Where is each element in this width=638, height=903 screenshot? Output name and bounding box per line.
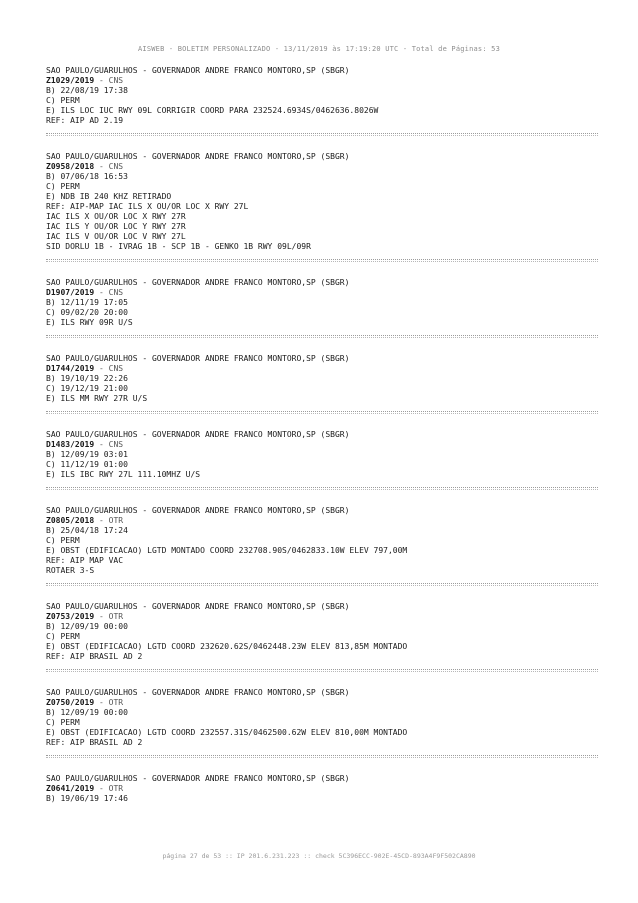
notam-field: B) 12/09/19 00:00 [46, 622, 128, 631]
separator-line [46, 583, 598, 586]
notam-field: E) ILS IBC RWY 27L 111.10MHZ U/S [46, 470, 201, 479]
notam-category: - CNS [94, 162, 124, 171]
notam-field: REF: AIP AD 2.19 [46, 116, 124, 125]
notam-id-line [46, 288, 598, 298]
notam-code: Z0805/2018 [46, 516, 95, 525]
separator-line [46, 487, 598, 490]
notam-code: Z1029/2019 [46, 76, 95, 85]
notam-field: C) PERM [46, 96, 80, 105]
notam-airport: SAO PAULO/GUARULHOS - GOVERNADOR ANDRE FRANCO MONTORO,SP (SBGR) [46, 506, 350, 515]
separator-line [46, 411, 598, 414]
notam-entry [46, 152, 598, 252]
notam-code: Z0641/2019 [46, 784, 95, 793]
notam-field: B) 12/11/19 17:05 [46, 298, 128, 307]
notam-airport: SAO PAULO/GUARULHOS - GOVERNADOR ANDRE FRANCO MONTORO,SP (SBGR) [46, 66, 350, 75]
notam-field: C) PERM [46, 632, 80, 641]
notam-field: B) 19/06/19 17:46 [46, 794, 128, 803]
notam-field: ROTAER 3-S [46, 566, 95, 575]
notam-field: C) PERM [46, 536, 80, 545]
notam-field: B) 25/04/18 17:24 [46, 526, 128, 535]
notam-code: D1483/2019 [46, 440, 95, 449]
notam-id-line [46, 440, 598, 450]
notam-entry [46, 602, 598, 662]
notam-code: D1744/2019 [46, 364, 95, 373]
notam-entry [46, 66, 598, 126]
notam-field: E) OBST (EDIFICACAO) LGTD COORD 232557.31S/0462500.62W ELEV 810,00M MONTADO [46, 728, 408, 737]
notam-code: Z0750/2019 [46, 698, 95, 707]
separator-line [46, 259, 598, 262]
notam-entry [46, 354, 598, 404]
notam-entry [46, 430, 598, 480]
notam-field: E) ILS RWY 09R U/S [46, 318, 133, 327]
notam-category: - OTR [94, 784, 124, 793]
notam-category: - OTR [94, 516, 124, 525]
notam-category: - OTR [94, 612, 124, 621]
notam-code: Z0753/2019 [46, 612, 95, 621]
notam-field: C) 19/12/19 21:00 [46, 384, 128, 393]
notam-category: - CNS [94, 76, 124, 85]
notam-category: - CNS [94, 440, 124, 449]
notam-airport: SAO PAULO/GUARULHOS - GOVERNADOR ANDRE FRANCO MONTORO,SP (SBGR) [46, 688, 350, 697]
notam-field: E) OBST (EDIFICACAO) LGTD MONTADO COORD 232708.90S/0462833.10W ELEV 797,00M [46, 546, 408, 555]
notam-field: REF: AIP BRASIL AD 2 [46, 738, 143, 747]
notam-category: - CNS [94, 288, 124, 297]
notam-category: - OTR [94, 698, 124, 707]
notam-airport: SAO PAULO/GUARULHOS - GOVERNADOR ANDRE FRANCO MONTORO,SP (SBGR) [46, 152, 350, 161]
notam-field: E) ILS LOC IUC RWY 09L CORRIGIR COORD PARA 232524.6934S/0462636.8026W [46, 106, 379, 115]
notam-field: SID DORLU 1B - IVRAG 1B - SCP 1B - GENKO 1B RWY 09L/09R [46, 242, 311, 251]
notam-field: E) NDB IB 240 KHZ RETIRADO [46, 192, 172, 201]
notam-field: REF: AIP MAP VAC [46, 556, 124, 565]
notam-airport: SAO PAULO/GUARULHOS - GOVERNADOR ANDRE FRANCO MONTORO,SP (SBGR) [46, 602, 350, 611]
notam-airport: SAO PAULO/GUARULHOS - GOVERNADOR ANDRE FRANCO MONTORO,SP (SBGR) [46, 278, 350, 287]
notam-field: B) 22/08/19 17:38 [46, 86, 128, 95]
separator-line [46, 669, 598, 672]
notam-id-line [46, 516, 598, 526]
notam-id-line [46, 162, 598, 172]
notam-field: B) 12/09/19 03:01 [46, 450, 128, 459]
notam-field: IAC ILS V OU/OR LOC V RWY 27L [46, 232, 186, 241]
notam-field: C) 09/02/20 20:00 [46, 308, 128, 317]
notam-field: IAC ILS X OU/OR LOC X RWY 27R [46, 212, 186, 221]
notam-field: B) 12/09/19 00:00 [46, 708, 128, 717]
notam-field: IAC ILS Y OU/OR LOC Y RWY 27R [46, 222, 186, 231]
notam-field: B) 07/06/18 16:53 [46, 172, 128, 181]
page-header: AISWEB - BOLETIM PERSONALIZADO - 13/11/2019 às 17:19:20 UTC - Total de Páginas: 53 [138, 45, 500, 53]
notam-entry [46, 506, 598, 576]
notam-id-line [46, 76, 598, 86]
notam-field: B) 19/10/19 22:26 [46, 374, 128, 383]
notam-id-line [46, 364, 598, 374]
page-footer: página 27 de 53 :: IP 201.6.231.223 :: check 5C396ECC-902E-45CD-893A4F9F502CA890 [162, 852, 476, 860]
notam-entry [46, 688, 598, 748]
notam-field: C) PERM [46, 182, 80, 191]
notam-code: D1907/2019 [46, 288, 95, 297]
notam-id-line [46, 784, 598, 794]
notam-field: C) 11/12/19 01:00 [46, 460, 128, 469]
separator-line [46, 335, 598, 338]
separator-line [46, 755, 598, 758]
notam-list [46, 66, 598, 804]
separator-line [46, 133, 598, 136]
notam-airport: SAO PAULO/GUARULHOS - GOVERNADOR ANDRE FRANCO MONTORO,SP (SBGR) [46, 354, 350, 363]
notam-airport: SAO PAULO/GUARULHOS - GOVERNADOR ANDRE FRANCO MONTORO,SP (SBGR) [46, 430, 350, 439]
notam-id-line [46, 698, 598, 708]
notam-airport: SAO PAULO/GUARULHOS - GOVERNADOR ANDRE FRANCO MONTORO,SP (SBGR) [46, 774, 350, 783]
notam-entry [46, 774, 598, 804]
notam-field: C) PERM [46, 718, 80, 727]
notam-entry [46, 278, 598, 328]
notam-category: - CNS [94, 364, 124, 373]
notam-field: E) OBST (EDIFICACAO) LGTD COORD 232620.62S/0462448.23W ELEV 813,85M MONTADO [46, 642, 408, 651]
notam-field: REF: AIP-MAP IAC ILS X OU/OR LOC X RWY 27L [46, 202, 249, 211]
notam-id-line [46, 612, 598, 622]
notam-code: Z0958/2018 [46, 162, 95, 171]
notam-field: REF: AIP BRASIL AD 2 [46, 652, 143, 661]
notam-field: E) ILS MM RWY 27R U/S [46, 394, 148, 403]
